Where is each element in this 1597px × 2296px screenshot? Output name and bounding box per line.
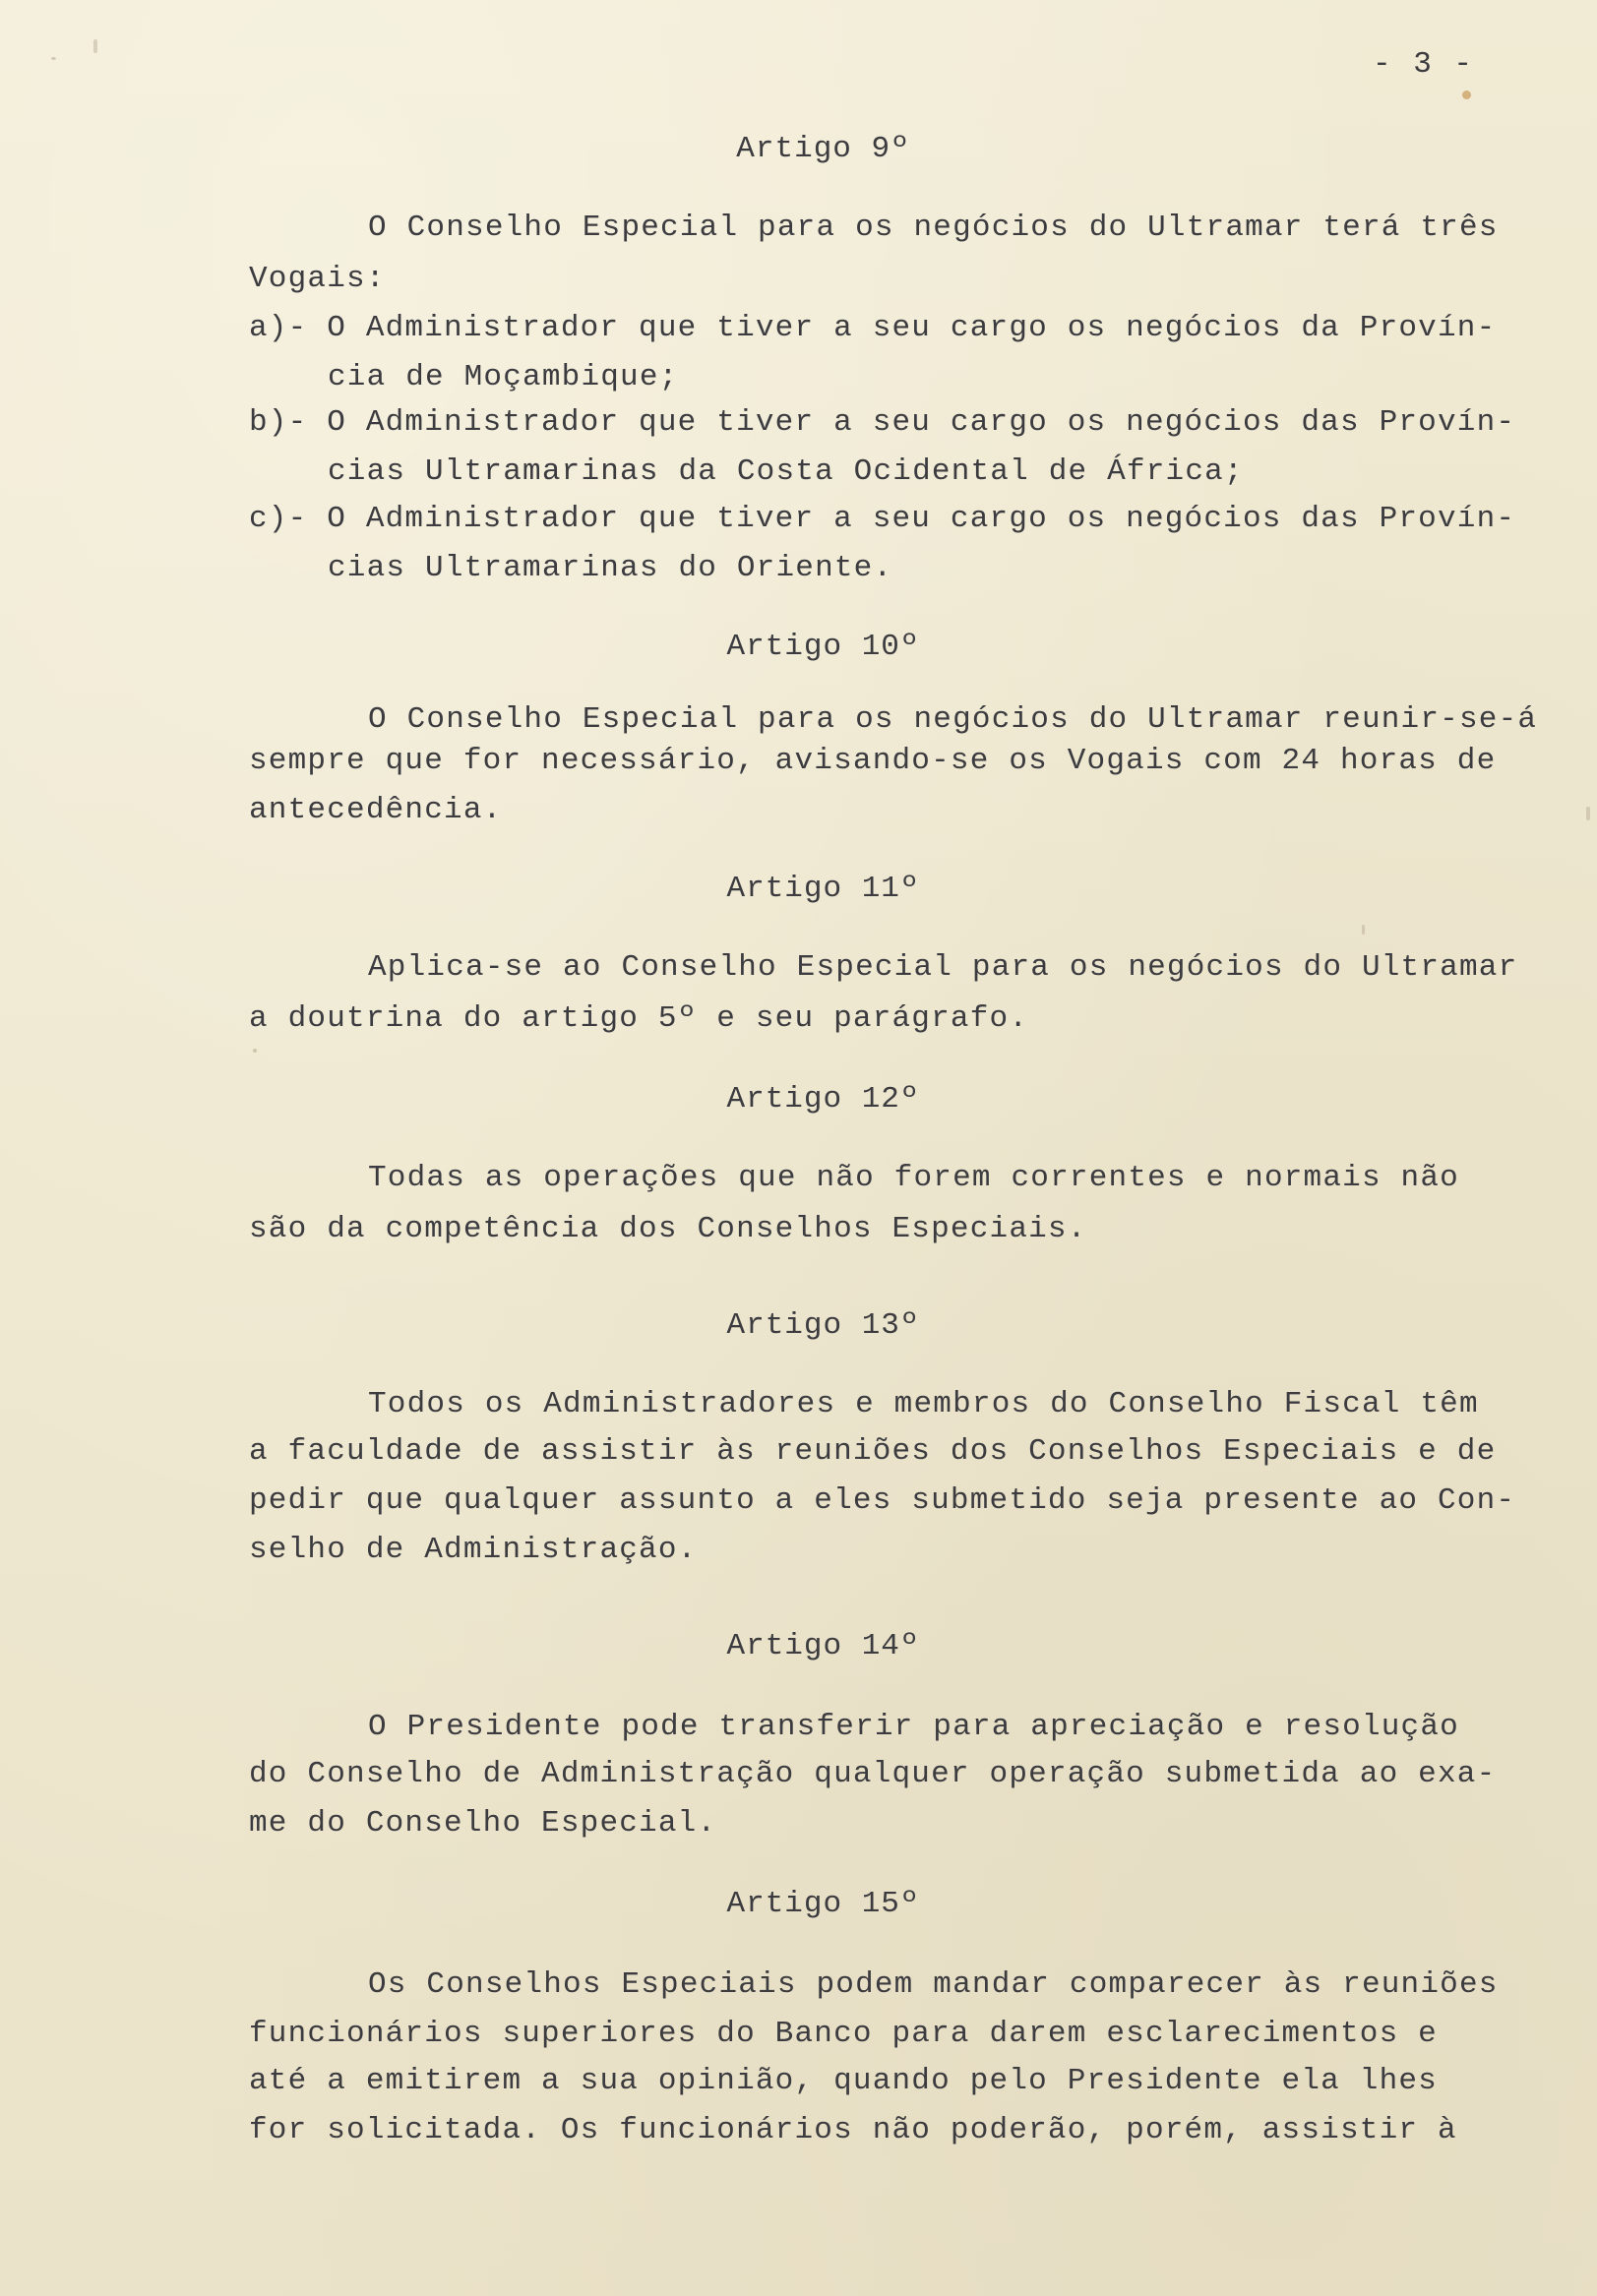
article-9-line: Vogais: [249, 262, 386, 296]
article-10-heading: Artigo 10º [726, 630, 920, 664]
article-15-line: for solicitada. Os funcionários não poderão, porém, assistir à [249, 2113, 1457, 2147]
article-13-line: selho de Administração. [249, 1533, 698, 1567]
article-11-line: a doutrina do artigo 5º e seu parágrafo. [249, 1001, 1029, 1036]
article-12-line: Todas as operações que não forem correntes e normais não [368, 1161, 1459, 1195]
article-15-line: Os Conselhos Especiais podem mandar comparecer às reuniões [368, 1967, 1499, 2002]
paper-stain [1462, 91, 1471, 99]
paper-stain [51, 57, 56, 60]
article-9-line: c)- O Administrador que tiver a seu cargo os negócios das Provín- [249, 502, 1516, 536]
article-10-line: antecedência. [249, 793, 503, 827]
article-14-line: O Presidente pode transferir para apreciação e resolução [368, 1710, 1459, 1744]
page-number: - 3 - [1373, 47, 1475, 82]
article-13-line: pedir que qualquer assunto a eles submetido seja presente ao Con- [249, 1483, 1516, 1518]
article-9-line: b)- O Administrador que tiver a seu cargo os negócios das Provín- [249, 405, 1516, 440]
paper-stain [93, 39, 97, 53]
article-10-line: sempre que for necessário, avisando-se os Vogais com 24 horas de [249, 744, 1497, 778]
article-11-line: Aplica-se ao Conselho Especial para os negócios do Ultramar [368, 950, 1518, 985]
paper-stain [253, 1049, 257, 1053]
article-14-heading: Artigo 14º [726, 1629, 920, 1663]
article-15-heading: Artigo 15º [726, 1887, 920, 1921]
article-12-heading: Artigo 12º [726, 1082, 920, 1117]
paper-stain [1586, 807, 1590, 820]
article-9-line: cia de Moçambique; [328, 360, 679, 394]
article-10-line: O Conselho Especial para os negócios do Ultramar reunir-se-á [368, 702, 1538, 737]
article-13-line: Todos os Administradores e membros do Conselho Fiscal têm [368, 1387, 1479, 1421]
article-13-heading: Artigo 13º [726, 1308, 920, 1343]
article-9-line: cias Ultramarinas do Oriente. [328, 551, 893, 585]
article-15-line: até a emitirem a sua opinião, quando pelo Presidente ela lhes [249, 2064, 1438, 2098]
article-9-line: cias Ultramarinas da Costa Ocidental de África; [328, 454, 1244, 489]
paper-stain [1362, 925, 1365, 935]
article-11-heading: Artigo 11º [726, 872, 920, 906]
article-14-line: do Conselho de Administração qualquer operação submetida ao exa- [249, 1757, 1497, 1791]
article-13-line: a faculdade de assistir às reuniões dos Conselhos Especiais e de [249, 1434, 1497, 1469]
article-9-line: a)- O Administrador que tiver a seu cargo os negócios da Provín- [249, 311, 1497, 345]
article-9-line: O Conselho Especial para os negócios do Ultramar terá três [368, 211, 1499, 245]
article-15-line: funcionários superiores do Banco para darem esclarecimentos e [249, 2017, 1438, 2051]
article-14-line: me do Conselho Especial. [249, 1806, 717, 1841]
article-12-line: são da competência dos Conselhos Especiais. [249, 1212, 1087, 1246]
article-9-heading: Artigo 9º [736, 132, 910, 166]
